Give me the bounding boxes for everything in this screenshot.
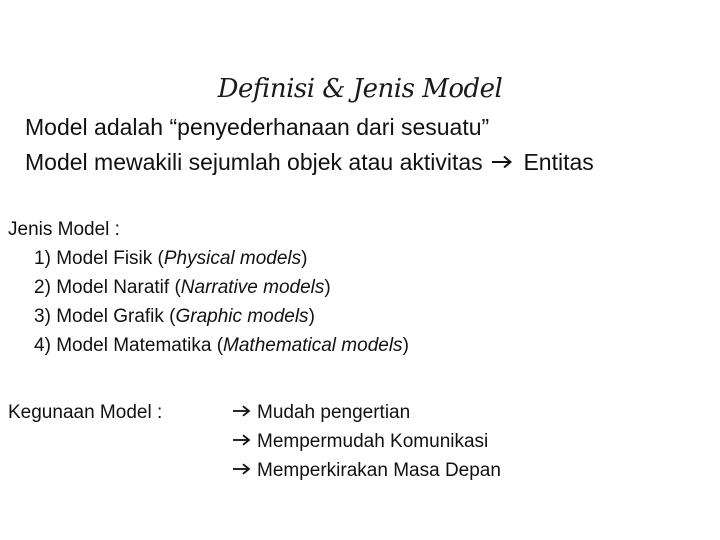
list-item-number: 1) — [34, 248, 51, 269]
use-item-text: Memperkirakan Masa Depan — [257, 460, 501, 481]
represents-line — [25, 145, 594, 180]
list-item-english: Narrative models — [180, 277, 325, 298]
right-arrow-icon — [491, 155, 513, 169]
model-uses-list — [232, 398, 501, 485]
definition-line: Model adalah “penyederhanaan dari sesuatu” — [25, 114, 490, 140]
represents-text: Model mewakili sejumlah objek atau aktivitas — [25, 149, 483, 175]
intro-block — [25, 110, 594, 180]
list-item-name: Model Matematika — [56, 335, 212, 356]
list-item — [232, 427, 501, 456]
list-item — [232, 398, 501, 427]
list-item-number: 4) — [34, 335, 51, 356]
right-arrow-icon — [232, 463, 251, 475]
list-item-english: Physical models — [163, 248, 302, 269]
list-item-name: Model Naratif — [56, 277, 170, 298]
list-item-number: 3) — [34, 306, 51, 327]
list-item-name: Model Grafik — [56, 306, 164, 327]
list-item: 1) Model Fisik (Physical models) — [34, 248, 308, 269]
list-item: 4) Model Matematika (Mathematical models) — [34, 335, 409, 356]
use-item-text: Mudah pengertian — [257, 402, 411, 423]
model-uses-row — [8, 398, 501, 485]
model-uses-section — [8, 398, 501, 485]
list-item — [232, 456, 501, 485]
list-item-english: Graphic models — [175, 306, 309, 327]
represents-target: Entitas — [523, 149, 594, 175]
list-item-english: Mathematical models — [223, 335, 403, 356]
model-uses-label: Kegunaan Model : — [8, 402, 163, 423]
list-item: 2) Model Naratif (Narrative models) — [34, 277, 331, 298]
model-types-heading: Jenis Model : — [8, 219, 120, 240]
slide-title-text: Definisi & Jenis Model — [217, 74, 503, 104]
right-arrow-icon — [232, 434, 251, 446]
use-item-text: Mempermudah Komunikasi — [257, 431, 489, 452]
model-types-list — [8, 244, 409, 360]
list-item: 3) Model Grafik (Graphic models) — [34, 306, 315, 327]
list-item-number: 2) — [34, 277, 51, 298]
model-types-section — [8, 215, 409, 360]
right-arrow-icon — [232, 405, 251, 417]
list-item-name: Model Fisik — [56, 248, 153, 269]
slide-title — [0, 74, 720, 104]
